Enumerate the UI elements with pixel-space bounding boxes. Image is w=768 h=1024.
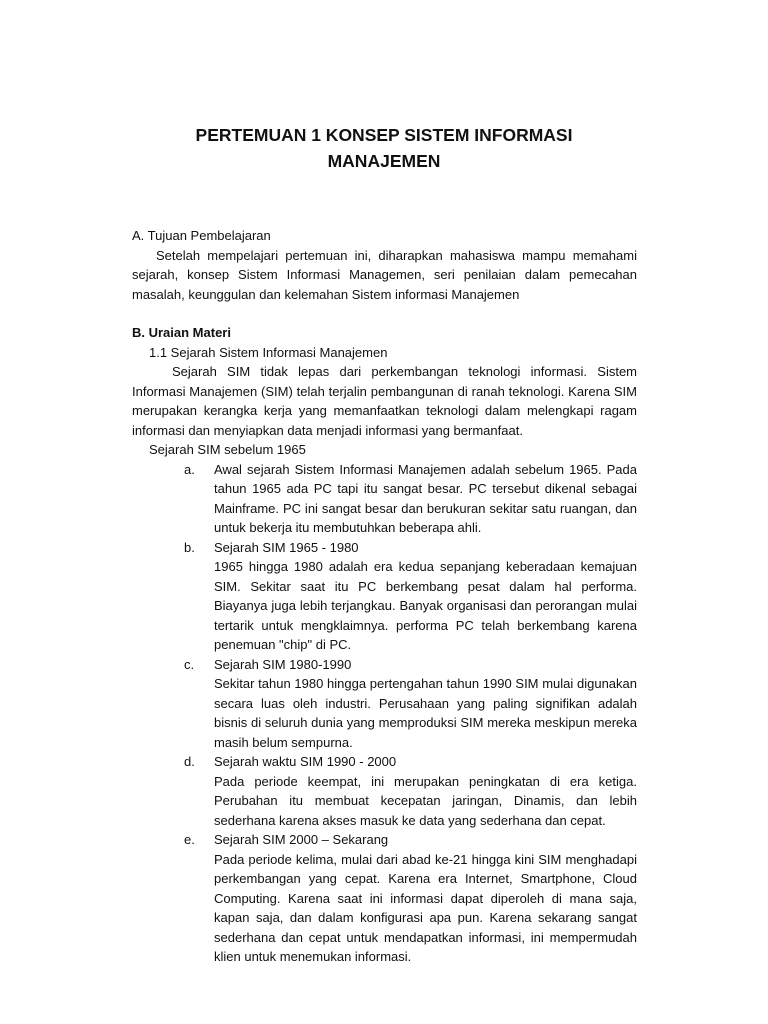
- history-list: [132, 460, 637, 967]
- section-b-material: [132, 323, 637, 967]
- section-b-heading: B. Uraian Materi: [132, 325, 231, 340]
- list-item-body: 1965 hingga 1980 adalah era kedua sepanjang keberadaan kemajuan SIM. Sekitar saat itu PC berkembang pesat dalam hal performa. Biayanya juga lebih terjangkau. Banyak organisasi dan perorangan mulai tertarik untuk mengklaimnya. performa PC telah berkembang karena penemuan "chip" di PC.: [214, 559, 637, 652]
- list-item-body: Pada periode keempat, ini merupakan peningkatan di era ketiga. Perubahan itu membuat kecepatan jaringan, Dinamis, dan lebih sederhana karena akses masuk ke data yang sederhana dan cepat.: [214, 773, 637, 828]
- list-item: [132, 830, 637, 967]
- list-item: [132, 752, 637, 830]
- list-item-body: Awal sejarah Sistem Informasi Manajemen adalah sebelum 1965. Pada tahun 1965 ada PC tapi itu sangat besar. PC tersebut dikenal sebagai Mainframe. PC ini sangat besar dan berukuran sekitar satu ruangan, dan untuk bekerja itu membutuhkan beberapa ahli.: [214, 461, 637, 535]
- section-a-learning-objectives: [132, 226, 637, 304]
- period-heading: Sejarah SIM sebelum 1965: [149, 442, 306, 457]
- document-title-line-2: MANAJEMEN: [327, 151, 441, 171]
- list-item: [132, 460, 637, 538]
- list-item-title: Sejarah SIM 2000 – Sekarang: [214, 832, 389, 847]
- list-item-title: Sejarah SIM 1980-1990: [214, 656, 352, 672]
- list-item-marker: c.: [184, 656, 195, 672]
- list-item-title: Sejarah waktu SIM 1990 - 2000: [214, 754, 397, 769]
- list-item-title: Sejarah SIM 1965 - 1980: [214, 539, 359, 555]
- section-a-paragraph: Setelah mempelajari pertemuan ini, diharapkan mahasiswa mampu memahami sejarah, konsep Sistem Informasi Managemen, seri penilaian dalam pemecahan masalah, keunggulan dan kelemahan Sistem informasi Manajemen: [132, 247, 637, 302]
- document-title-line-1: PERTEMUAN 1 KONSEP SISTEM INFORMASI: [195, 125, 573, 145]
- list-item: [132, 655, 637, 753]
- document-title: [132, 122, 636, 174]
- section-b-intro-paragraph: Sejarah SIM tidak lepas dari perkembangan teknologi informasi. Sistem Informasi Manajemen (SIM) telah terjalin pembangunan di ranah teknologi. Karena SIM merupakan kerangka kerja yang memanfaatkan teknologi dalam melengkapi ragam informasi dan menyiapkan data menjadi informasi yang bermanfaat.: [132, 364, 637, 438]
- section-b-subheading: 1.1 Sejarah Sistem Informasi Manajemen: [149, 344, 388, 360]
- list-item-marker: a.: [184, 461, 195, 477]
- list-item-marker: b.: [184, 539, 195, 555]
- list-item-marker: d.: [184, 754, 195, 769]
- section-a-heading: A. Tujuan Pembelajaran: [132, 228, 271, 243]
- list-item-body: Pada periode kelima, mulai dari abad ke-21 hingga kini SIM menghadapi perkembangan yang cepat. Karena era Internet, Smartphone, Cloud Computing. Karena saat ini informasi dapat diperoleh di mana saja, kapan saja, dan dalam konfigurasi apa pun. Karena sekarang sangat sederhana dan cepat untuk mendapatkan informasi, ini mempermudah klien untuk menemukan informasi.: [214, 851, 637, 964]
- list-item-marker: e.: [184, 832, 195, 847]
- list-item: [132, 538, 637, 655]
- list-item-body: Sekitar tahun 1980 hingga pertengahan tahun 1990 SIM mulai digunakan secara luas oleh industri. Perusahaan yang paling signifikan adalah bisnis di seluruh dunia yang memproduksi SIM mereka meskipun mereka masih belum sempurna.: [214, 676, 637, 750]
